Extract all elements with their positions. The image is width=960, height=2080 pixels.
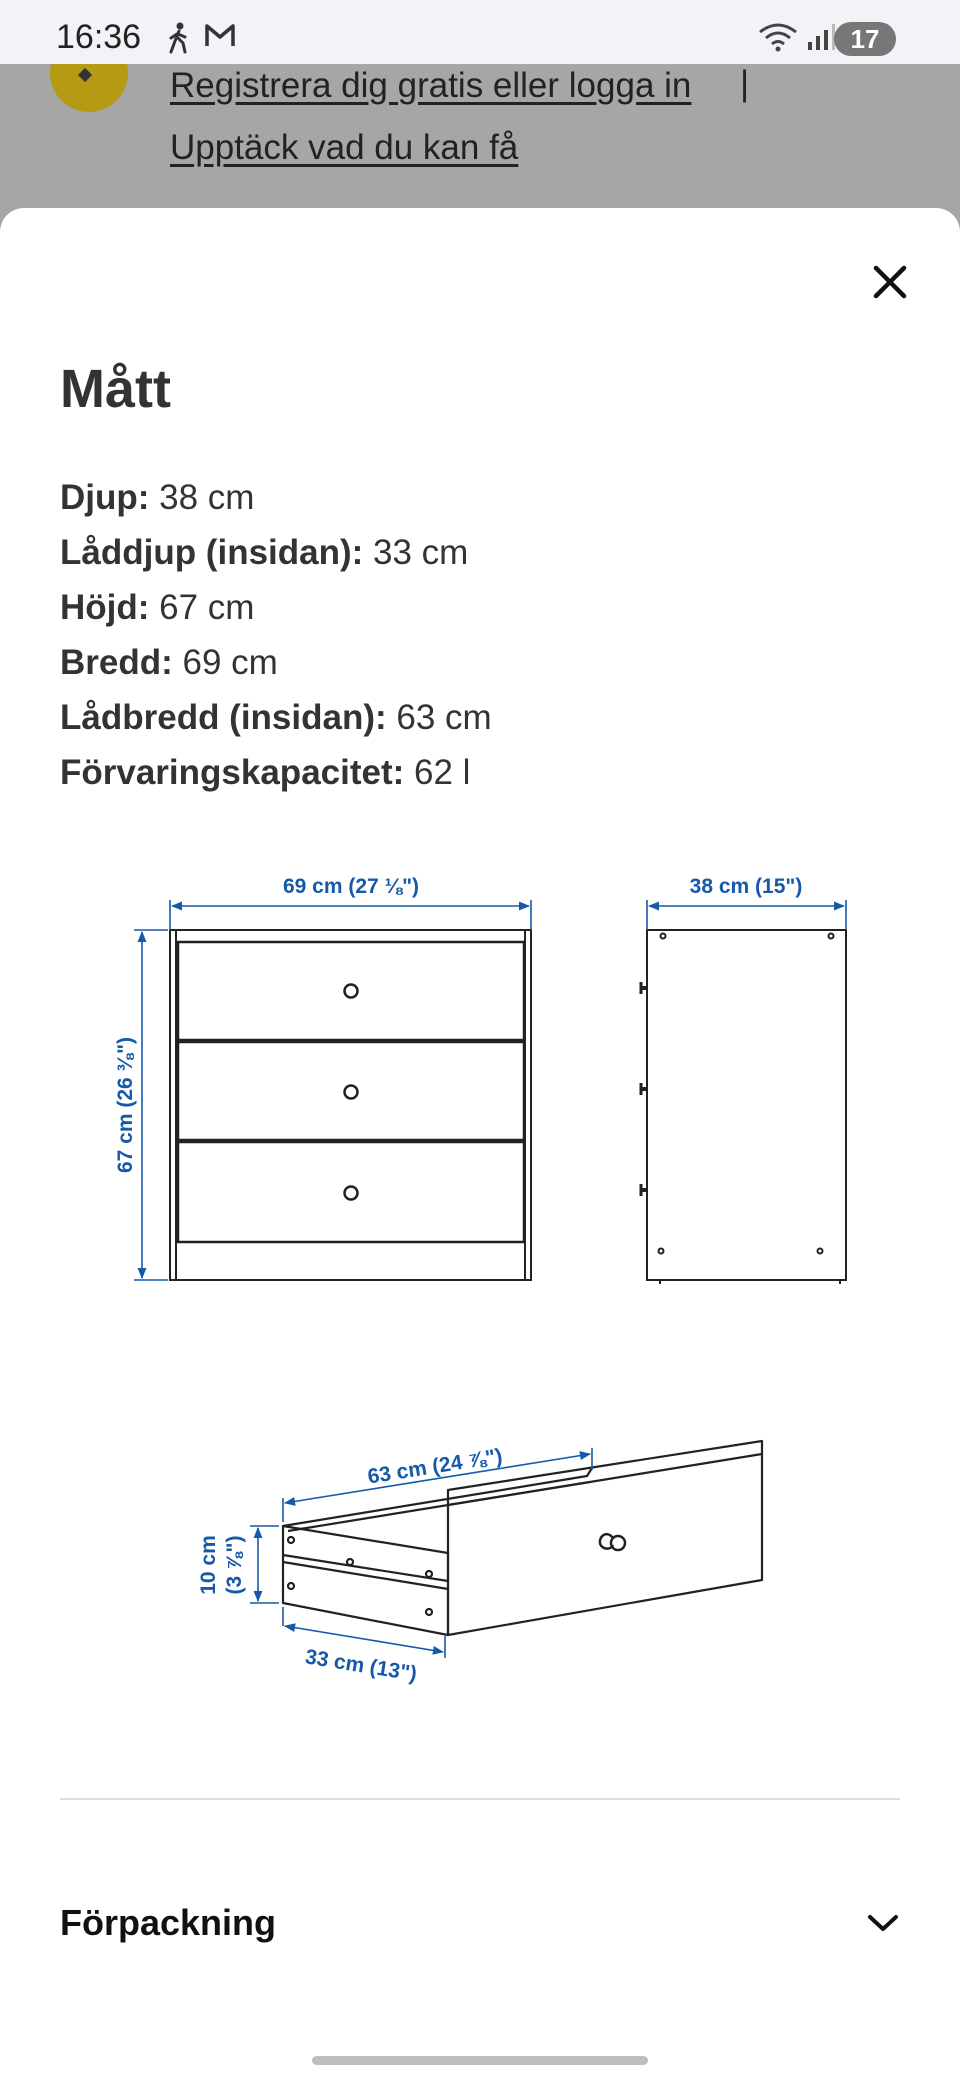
status-time: 16:36 (56, 18, 142, 56)
discover-link[interactable]: Upptäck vad du kan få (170, 128, 519, 167)
walking-icon (166, 22, 192, 54)
status-bar (0, 0, 960, 64)
gmail-icon (204, 22, 236, 48)
register-login-link[interactable]: Registrera dig gratis eller logga in (170, 66, 692, 105)
drawer-width-label: 63 cm (24 ⅞") (366, 1444, 504, 1489)
front-height-label: 67 cm (26 ⅜") (114, 1036, 137, 1174)
notification-badge: 17 (834, 22, 896, 56)
packaging-accordion[interactable] (60, 1888, 900, 1958)
drawer-view (283, 1441, 762, 1635)
chevron-down-icon (866, 1912, 900, 1934)
dimension-value: 63 cm (396, 698, 492, 737)
drawer-height-cm-label: 10 cm (197, 1535, 220, 1595)
dimension-value: 69 cm (182, 643, 278, 682)
wifi-icon (758, 22, 798, 52)
background-page (0, 64, 960, 208)
signal-icon (806, 22, 836, 52)
drawer-height-in-label: (3 ⅞") (223, 1535, 246, 1595)
side-view (640, 930, 846, 1284)
sheet-title: Mått (60, 359, 171, 419)
dimension-label: Höjd: (60, 588, 150, 627)
dimension-label: Låddjup (insidan): (60, 533, 364, 572)
dimension-value: 62 l (414, 753, 471, 792)
front-view (170, 930, 531, 1280)
drawer-depth-label: 33 cm (13") (303, 1645, 419, 1686)
dimension-value: 67 cm (159, 588, 255, 627)
front-width-label: 69 cm (27 ⅛") (282, 875, 420, 898)
dimension-value: 33 cm (373, 533, 469, 572)
dimension-label: Lådbredd (insidan): (60, 698, 387, 737)
section-divider (60, 1798, 900, 1800)
side-depth-label: 38 cm (15") (689, 875, 803, 898)
home-indicator[interactable] (312, 2056, 648, 2065)
promo-separator: | (740, 64, 750, 103)
dimension-label: Djup: (60, 478, 150, 517)
dimension-value: 38 cm (159, 478, 255, 517)
dimension-label: Förvaringskapacitet: (60, 753, 405, 792)
accordion-label: Förpackning (60, 1902, 277, 1943)
dimension-label: Bredd: (60, 643, 173, 682)
dimensions-sheet (0, 208, 960, 2080)
dimension-drawing (0, 208, 960, 1768)
